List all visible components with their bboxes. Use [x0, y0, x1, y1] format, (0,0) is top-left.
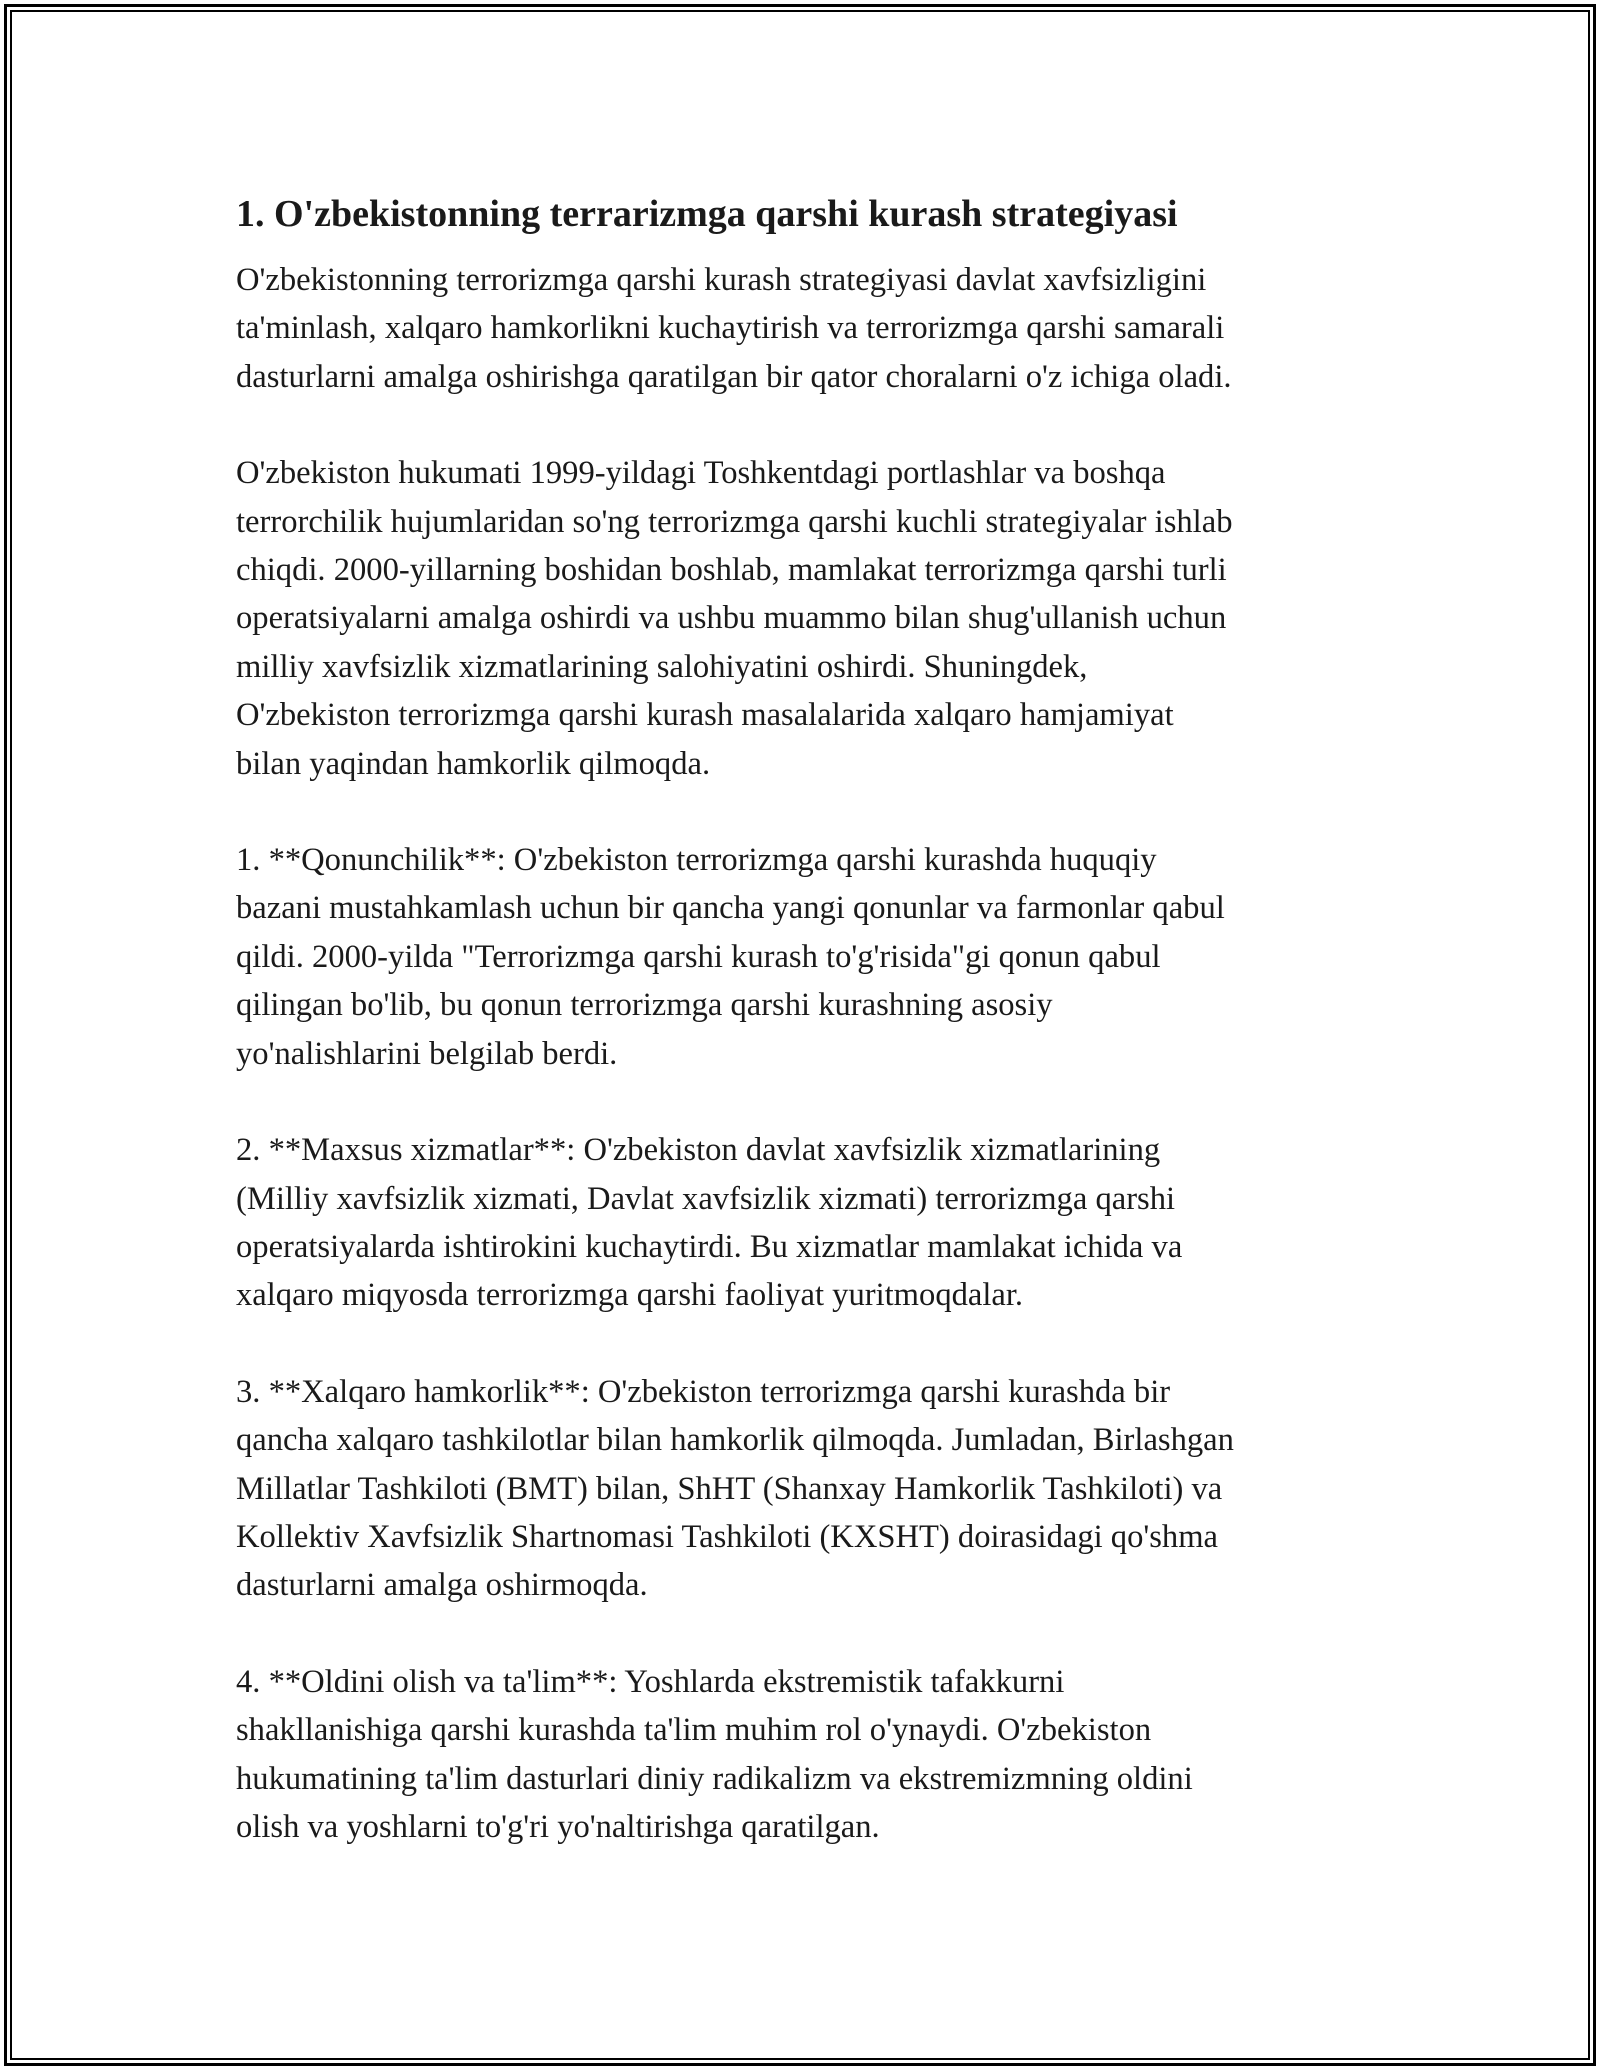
- paragraph-history: O'zbekiston hukumati 1999-yildagi Toshkentdagi portlashlar va boshqa terrorchilik hujumlaridan so'ng terrorizmga qarshi kuchli strategiyalar ishlab chiqdi. 2000-yillarning boshidan boshlab, mamlakat terrorizmga qarshi turli operatsiyalarni amalga oshirdi va ushbu muammo bilan shug'ullanish uchun milliy xavfsizlik xizmatlarining salohiyatini oshirdi. Shuningdek, O'zbekiston terrorizmga qarshi kurash masalalarida xalqaro hamjamiyat bilan yaqindan hamkorlik qilmoqda.: [236, 455, 1233, 782]
- document-body: [236, 188, 1376, 1851]
- paragraph-international-cooperation: 3. **Xalqaro hamkorlik**: O'zbekiston terrorizmga qarshi kurashda bir qancha xalqaro tashkilotlar bilan hamkorlik qilmoqda. Jumladan, Birlashgan Millatlar Tashkiloti (BMT) bilan, ShHT (Shanxay Hamkorlik Tashkiloti) va Kollektiv Xavfsizlik Shartnomasi Tashkiloti (KXSHT) doirasidagi qo'shma dasturlarni amalga oshirmoqda.: [236, 1373, 1234, 1604]
- paragraph-special-services: 2. **Maxsus xizmatlar**: O'zbekiston davlat xavfsizlik xizmatlarining (Milliy xavfsizlik xizmati, Davlat xavfsizlik xizmati) terrorizmga qarshi operatsiyalarda ishtirokini kuchaytirdi. Bu xizmatlar mamlakat ichida va xalqaro miqyosda terrorizmga qarshi faoliyat yuritmoqdalar.: [236, 1132, 1183, 1314]
- paragraph-intro: O'zbekistonning terrorizmga qarshi kurash strategiyasi davlat xavfsizligini ta'minlash, xalqaro hamkorlikni kuchaytirish va terrorizmga qarshi samarali dasturlarni amalga oshirishga qaratilgan bir qator choralarni o'z ichiga oladi.: [236, 262, 1232, 395]
- paragraph-prevention-education: 4. **Oldini olish va ta'lim**: Yoshlarda ekstremistik tafakkurni shakllanishiga qarshi kurashda ta'lim muhim rol o'ynaydi. O'zbekiston hukumatining ta'lim dasturlari diniy radikalizm va ekstremizmning oldini olish va yoshlarni to'g'ri yo'naltirishga qaratilgan.: [236, 1663, 1193, 1845]
- document-title: 1. O'zbekistonning terrarizmga qarshi kurash strategiyasi: [236, 193, 1178, 235]
- paragraph-legislation: 1. **Qonunchilik**: O'zbekiston terrorizmga qarshi kurashda huquqiy bazani mustahkamlash uchun bir qancha yangi qonunlar va farmonlar qabul qildi. 2000-yilda "Terrorizmga qarshi kurash to'g'risida"gi qonun qabul qilingan bo'lib, bu qonun terrorizmga qarshi kurashning asosiy yo'nalishlarini belgilab berdi.: [236, 842, 1225, 1072]
